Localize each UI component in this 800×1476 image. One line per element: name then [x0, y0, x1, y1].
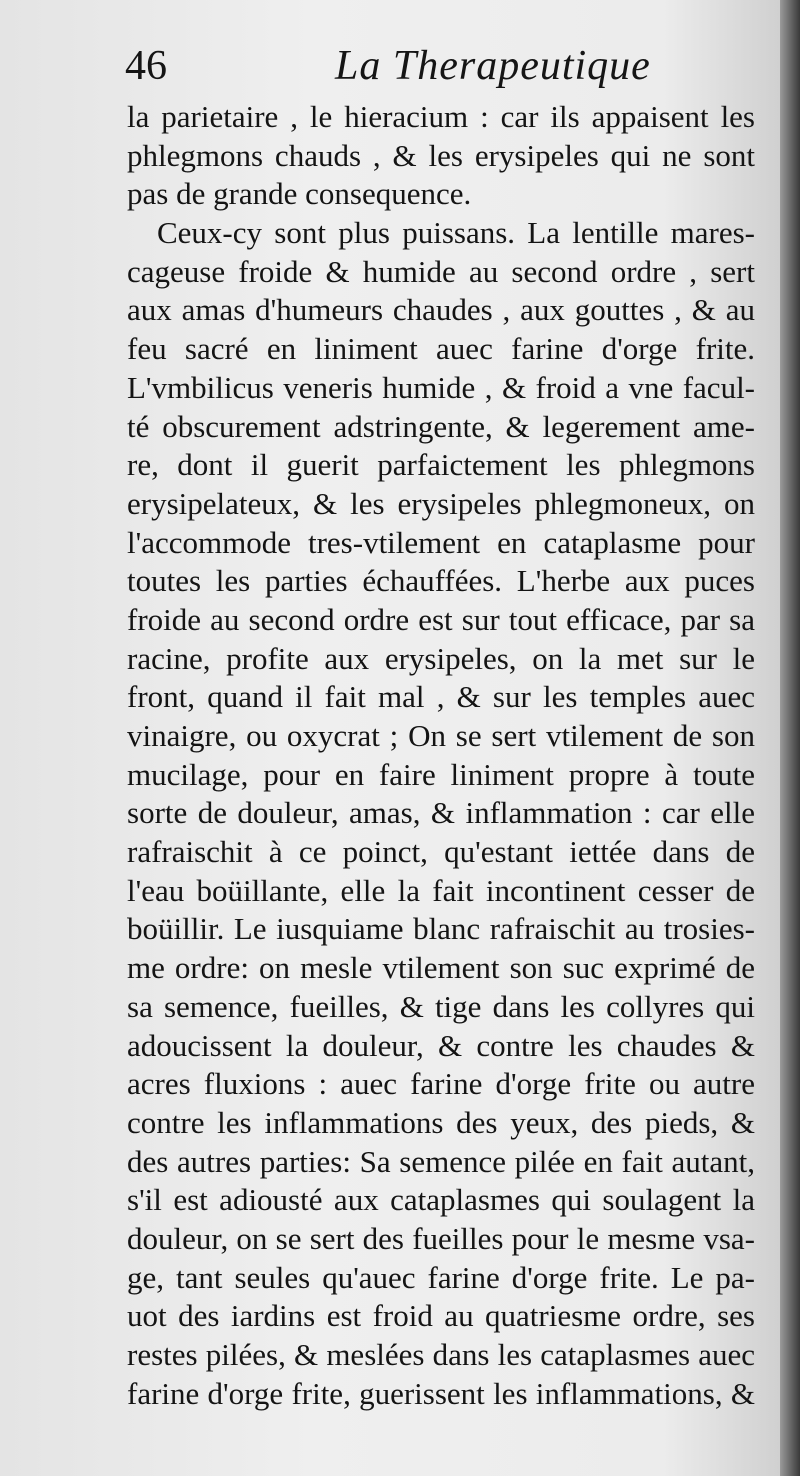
- text-line: vinaigre, ou oxycrat ; On se sert vtilement de son: [127, 718, 755, 753]
- text-line: front, quand il fait mal , & sur les temples auec: [127, 679, 755, 715]
- text-line: toutes les parties échauffées. L'herbe aux puces: [127, 563, 755, 599]
- running-title: La Therapeutique: [335, 43, 651, 89]
- text-line: té obscurement adstringente, & legerement ame-: [127, 408, 755, 444]
- text-line: l'accommode tres-vtilement en cataplasme pour: [127, 524, 755, 560]
- text-line: adoucissent la douleur, & contre les chaudes &: [127, 1027, 755, 1063]
- text-line: froide au second ordre est sur tout efficace, par sa: [127, 601, 755, 637]
- text-line: boüillir. Le iusquiame blanc rafraischit au trosies-: [127, 911, 755, 947]
- text-line: restes pilées, & meslées dans les cataplasmes auec: [127, 1337, 755, 1372]
- text-line: uot des iardins est froid au quatriesme ordre, ses: [127, 1298, 755, 1334]
- text-line: l'eau boüillante, elle la fait incontinent cesser de: [127, 872, 755, 908]
- page-header: [125, 42, 755, 98]
- binding-edge: [780, 0, 800, 1476]
- text-line: racine, profite aux erysipeles, on la met sur le: [127, 640, 755, 676]
- text-line: re, dont il guerit parfaictement les phlegmons: [127, 447, 755, 483]
- page-number: 46: [125, 43, 167, 89]
- text-line: contre les inflammations des yeux, des pieds, &: [127, 1104, 755, 1140]
- text-line: ge, tant seules qu'auec farine d'orge frite. Le pa-: [127, 1259, 755, 1295]
- text-line: erysipelateux, & les erysipeles phlegmoneux, on: [127, 485, 755, 521]
- text-line: aux amas d'humeurs chaudes , aux gouttes , & au: [127, 292, 755, 328]
- text-line: sa semence, fueilles, & tige dans les collyres qui: [127, 988, 755, 1024]
- text-line: s'il est adiousté aux cataplasmes qui soulagent la: [127, 1182, 755, 1218]
- text-line: pas de grande consequence.: [127, 176, 472, 212]
- text-line: des autres parties: Sa semence pilée en fait autant,: [127, 1143, 755, 1179]
- text-line: cageuse froide & humide au second ordre , sert: [127, 253, 755, 289]
- text-line: Ceux-cy sont plus puissans. La lentille mares-: [157, 215, 755, 251]
- text-line: me ordre: on mesle vtilement son suc exprimé de: [127, 950, 755, 986]
- text-line: feu sacré en liniment auec farine d'orge frite.: [127, 331, 755, 367]
- text-line: rafraischit à ce poinct, qu'estant iettée dans de: [127, 834, 755, 870]
- text-line: L'vmbilicus veneris humide , & froid a vne facul-: [127, 369, 755, 405]
- text-line: acres fluxions : auec farine d'orge frite ou autre: [127, 1066, 755, 1102]
- text-line: la parietaire , le hieracium : car ils appaisent les: [127, 99, 755, 134]
- text-line: douleur, on se sert des fueilles pour le mesme vsa-: [127, 1220, 755, 1256]
- text-line: mucilage, pour en faire liniment propre à toute: [127, 756, 755, 792]
- text-line: farine d'orge frite, guerissent les inflammations, &: [127, 1375, 755, 1411]
- text-line: phlegmons chauds , & les erysipeles qui ne sont: [127, 137, 755, 173]
- text-line: sorte de douleur, amas, & inflammation : car elle: [127, 795, 755, 831]
- body-text: [127, 98, 755, 1413]
